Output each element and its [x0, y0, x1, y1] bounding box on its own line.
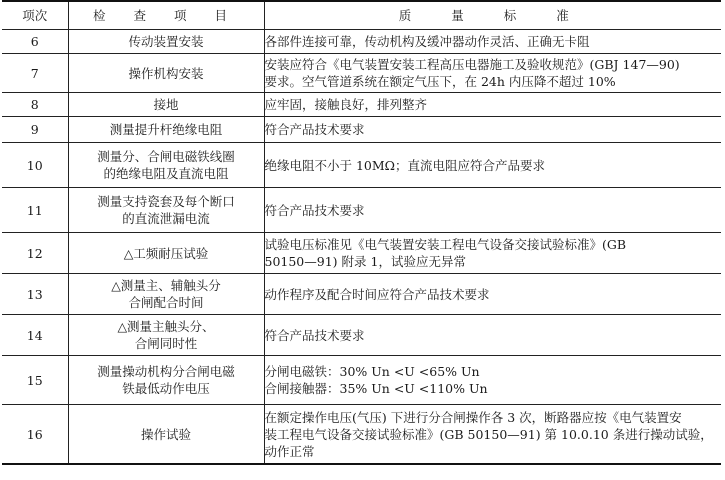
quality-standard [264, 30, 721, 54]
item-number: 14 [2, 315, 68, 356]
header-item-label: 检 查 项 目 [93, 8, 239, 23]
quality-standard-line: 装工程电气设备交接试验标准》(GB 50150—91) 第 10.0.10 条进行操动试验， [264, 426, 713, 442]
inspection-item [68, 315, 264, 356]
inspection-item-line: 测量支持瓷套及每个断口 [97, 194, 235, 209]
table-row [2, 405, 721, 465]
table-header [2, 1, 721, 30]
inspection-item [68, 143, 264, 188]
header-standard [264, 1, 721, 30]
quality-standard [264, 143, 721, 188]
quality-standard-line: 符合产品技术要求 [264, 202, 365, 218]
quality-standard-line: 符合产品技术要求 [264, 327, 365, 343]
table-body [2, 30, 721, 465]
item-number: 7 [2, 54, 68, 93]
quality-standard [264, 117, 721, 143]
item-number: 10 [2, 143, 68, 188]
item-number: 15 [2, 356, 68, 405]
quality-standard-line: 各部件连接可靠，传动机构及缓冲器动作灵活、正确无卡阻 [264, 34, 590, 49]
inspection-item-line: 操作试验 [140, 426, 191, 442]
inspection-item [68, 188, 264, 233]
header-num: 项次 [2, 1, 68, 30]
quality-standard [264, 188, 721, 233]
inspection-item [68, 356, 264, 405]
quality-standard-line: 50150—91) 附录 1，试验应无异常 [264, 254, 466, 269]
table-row [2, 274, 721, 315]
item-number: 16 [2, 405, 68, 465]
item-number: 6 [2, 30, 68, 54]
quality-standard [264, 315, 721, 356]
table-row [2, 233, 721, 274]
quality-standard-line: 分闸电磁铁：30% Un <U <65% Un [264, 364, 480, 379]
quality-standard [264, 233, 721, 274]
quality-standard-line: 绝缘电阻不小于 10MΩ；直流电阻应符合产品要求 [264, 157, 546, 173]
quality-standard [264, 274, 721, 315]
quality-standard-line: 动作程序及配合时间应符合产品技术要求 [264, 286, 490, 302]
table-row [2, 54, 721, 93]
inspection-item-line: 合闸同时性 [134, 336, 198, 351]
inspection-item-line: 的直流泄漏电流 [122, 211, 210, 226]
table-row [2, 188, 721, 233]
inspection-item [68, 117, 264, 143]
item-number: 8 [2, 93, 68, 117]
quality-standard-line: 试验电压标准见《电气装置安装工程电气设备交接试验标准》(GB [264, 237, 627, 252]
table-row [2, 93, 721, 117]
quality-standard-line: 合闸接触器：35% Un <U <110% Un [264, 381, 488, 396]
inspection-item [68, 274, 264, 315]
item-number: 13 [2, 274, 68, 315]
inspection-item [68, 405, 264, 465]
quality-standard-line: 在额定操作电压(气压) 下进行分合闸操作各 3 次，断路器应按《电气装置安 [264, 409, 682, 425]
table-row [2, 30, 721, 54]
inspection-item-line: 接地 [153, 97, 179, 112]
inspection-item-line: 操作机构安装 [128, 65, 204, 81]
quality-standard-line: 安装应符合《电气装置安装工程高压电器施工及验收规范》(GBJ 147—90) [264, 57, 680, 72]
quality-standard-line: 动作正常 [264, 443, 315, 459]
item-number: 11 [2, 188, 68, 233]
quality-standard-line: 符合产品技术要求 [264, 122, 365, 137]
inspection-item [68, 93, 264, 117]
inspection-item [68, 54, 264, 93]
inspection-item-line: △测量主触头分、 [117, 319, 215, 334]
inspection-item-line: △工频耐压试验 [123, 245, 209, 261]
inspection-item-line: 测量操动机构分合闸电磁 [97, 364, 235, 379]
quality-standard [264, 54, 721, 93]
inspection-item-line: 合闸配合时间 [128, 295, 204, 310]
header-item [68, 1, 264, 30]
item-number: 9 [2, 117, 68, 143]
inspection-item-line: 的绝缘电阻及直流电阻 [103, 166, 229, 181]
inspection-item-line: 测量提升杆绝缘电阻 [109, 122, 223, 137]
inspection-item [68, 233, 264, 274]
inspection-item-line: 传动装置安装 [128, 34, 204, 49]
item-number: 12 [2, 233, 68, 274]
table-row [2, 356, 721, 405]
inspection-item-line: 测量分、合闸电磁铁线圈 [97, 149, 235, 164]
header-standard-label: 质 量 标 准 [398, 8, 587, 23]
table-row [2, 315, 721, 356]
quality-standard [264, 405, 721, 465]
quality-standard [264, 356, 721, 405]
quality-standard-line: 应牢固，接触良好，排列整齐 [264, 97, 428, 112]
quality-standard [264, 93, 721, 117]
inspection-item-line: △测量主、辅触头分 [111, 278, 221, 293]
header-row [2, 1, 721, 30]
quality-standard-line: 要求。空气管道系统在额定气压下，在 24h 内压降不超过 10% [264, 74, 616, 89]
inspection-item-line: 铁最低动作电压 [122, 381, 210, 396]
table-row [2, 143, 721, 188]
quality-standard-table [2, 0, 721, 465]
inspection-item [68, 30, 264, 54]
table-row [2, 117, 721, 143]
